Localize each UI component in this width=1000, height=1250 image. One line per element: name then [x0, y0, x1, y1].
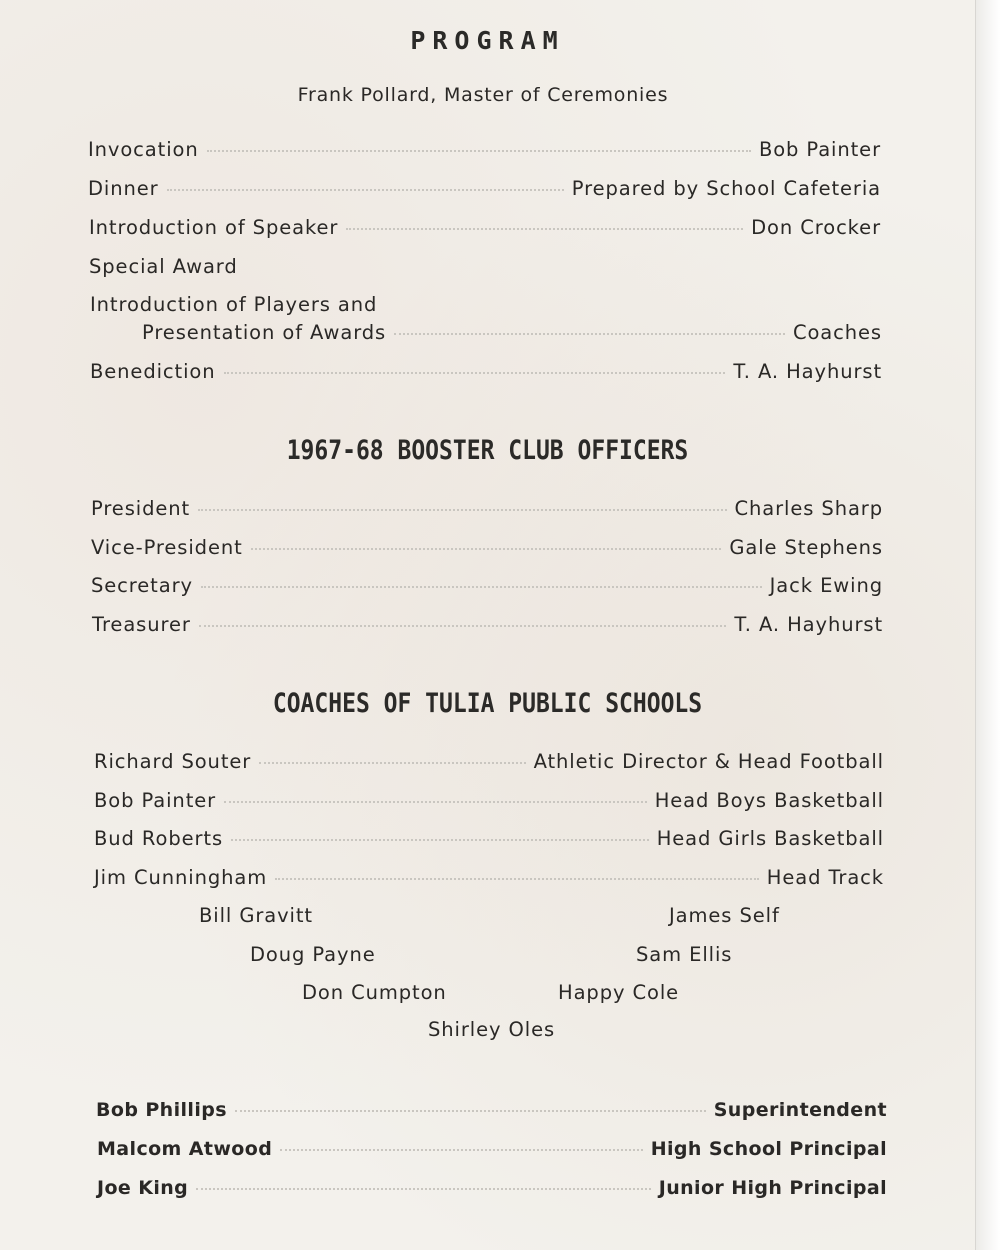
dot-leader	[199, 625, 727, 627]
admin-title: Junior High Principal	[658, 1177, 887, 1199]
coach-role: Head Track	[766, 866, 884, 889]
program-label: Dinner	[88, 177, 159, 200]
assistant-coach: Happy Cole	[558, 981, 680, 1004]
coach-role: Head Girls Basketball	[656, 827, 884, 850]
assistant-coach: James Self	[669, 904, 780, 927]
program-row-dinner	[88, 177, 881, 205]
program-row-presentation-of-awards	[90, 321, 882, 349]
dot-leader	[251, 548, 722, 550]
dot-leader	[235, 1110, 706, 1112]
dot-leader	[167, 189, 564, 191]
officer-value: T. A. Hayhurst	[734, 613, 883, 636]
dot-leader	[198, 509, 726, 511]
page-edge	[975, 0, 1000, 1250]
coach-name: Jim Cunningham	[94, 866, 268, 889]
program-row-invocation	[88, 138, 881, 166]
coach-name: Richard Souter	[94, 750, 252, 773]
coach-name: Bud Roberts	[94, 827, 224, 850]
dot-leader	[346, 228, 743, 230]
program-value: Bob Painter	[758, 138, 881, 161]
coach-row-bud-roberts	[94, 827, 884, 855]
dot-leader	[275, 878, 759, 880]
officer-label: Treasurer	[92, 613, 191, 636]
coach-row-jim-cunningham	[94, 866, 884, 894]
dot-leader	[207, 150, 751, 152]
program-label: Presentation of Awards	[142, 321, 387, 344]
officer-row-president	[91, 497, 883, 525]
officers-title: 1967-68 BOOSTER CLUB OFFICERS	[286, 436, 689, 466]
officer-row-vice-president	[91, 536, 883, 564]
program-row-introduction-of-speaker	[89, 216, 881, 244]
program-value: Coaches	[792, 321, 882, 344]
officer-label: Vice-President	[91, 536, 243, 559]
admin-row-joe-king	[97, 1177, 887, 1205]
dot-leader	[394, 333, 785, 335]
coach-role: Athletic Director & Head Football	[533, 750, 884, 773]
officer-value: Jack Ewing	[769, 574, 883, 597]
program-row-introduction-of-players: Introduction of Players and	[90, 293, 378, 316]
dot-leader	[259, 762, 525, 764]
assistant-coach: Don Cumpton	[302, 981, 447, 1004]
program-row-benediction	[90, 360, 882, 388]
master-of-ceremonies: Frank Pollard, Master of Ceremonies	[297, 84, 669, 106]
coaches-title: COACHES OF TULIA PUBLIC SCHOOLS	[272, 689, 703, 719]
program-label: Introduction of Speaker	[89, 216, 339, 239]
coach-role: Head Boys Basketball	[654, 789, 884, 812]
dot-leader	[224, 372, 726, 374]
admin-name: Joe King	[97, 1177, 189, 1199]
admin-row-malcom-atwood	[97, 1138, 887, 1166]
admin-title: Superintendent	[713, 1099, 887, 1121]
program-value: Prepared by School Cafeteria	[571, 177, 881, 200]
coach-row-bob-painter	[94, 789, 884, 817]
dot-leader	[280, 1149, 642, 1151]
program-title: PROGRAM	[410, 26, 565, 55]
officer-label: Secretary	[91, 574, 193, 597]
coach-name: Bob Painter	[94, 789, 217, 812]
officer-row-treasurer	[92, 613, 883, 641]
dot-leader	[196, 1188, 651, 1190]
admin-row-bob-phillips	[96, 1099, 887, 1127]
dot-leader	[201, 586, 762, 588]
admin-name: Malcom Atwood	[97, 1138, 273, 1160]
officer-label: President	[91, 497, 191, 520]
assistant-coach: Doug Payne	[250, 943, 376, 966]
admin-title: High School Principal	[650, 1138, 887, 1160]
assistant-coach: Sam Ellis	[636, 943, 733, 966]
dot-leader	[224, 801, 647, 803]
program-row-special-award: Special Award	[89, 255, 238, 278]
assistant-coach: Bill Gravitt	[199, 904, 313, 927]
officer-value: Charles Sharp	[734, 497, 883, 520]
program-value: T. A. Hayhurst	[733, 360, 882, 383]
coach-row-richard-souter	[94, 750, 884, 778]
officer-value: Gale Stephens	[729, 536, 883, 559]
dot-leader	[231, 839, 649, 841]
assistant-coach: Shirley Oles	[428, 1018, 556, 1041]
program-label: Invocation	[88, 138, 199, 161]
admin-name: Bob Phillips	[96, 1099, 227, 1121]
officer-row-secretary	[91, 574, 883, 602]
program-label: Benediction	[90, 360, 216, 383]
program-value: Don Crocker	[751, 216, 881, 239]
